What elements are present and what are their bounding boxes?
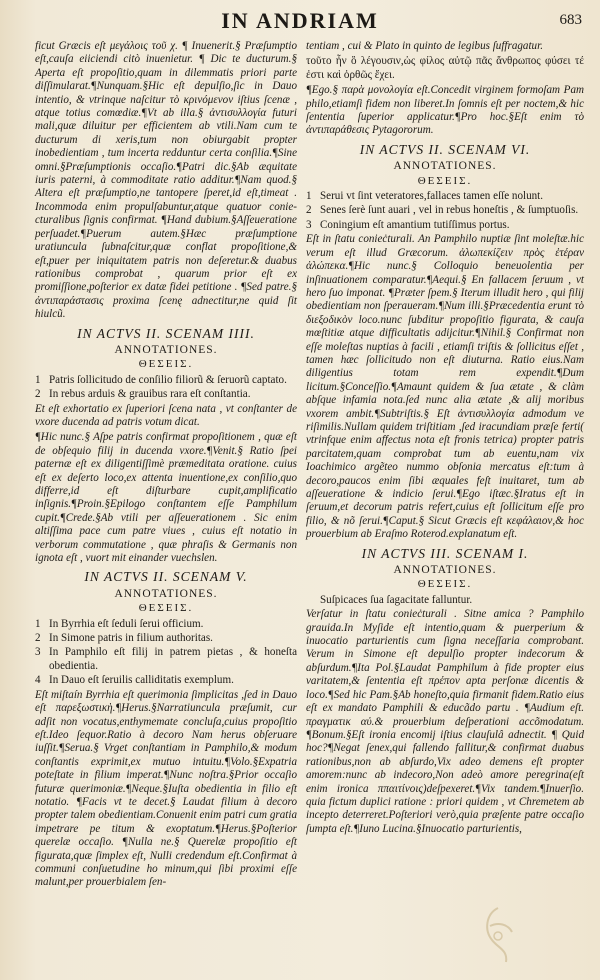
thesis-text: In Dauo eſt ſeruilis calliditatis exemplum.: [49, 674, 234, 687]
commentary-paragraph: Eſt in ſtatu conieċturali. An Pamphilo nuptiæ ſint moleſtæ.hic verum eſt illud Græcorum. ἀλωπεκίζειν πρὸς ἑτέραν ἀλώπεκα.¶Hic nunc.§ Colloquio beneuolentia per inſinuationem comparatur.¶Aequi.§ En fallacem ſeruum , vt hero ſuo imponat. ¶Præter ſpem.§ Iterum illudit hero , qui filij obedientiam non ſperaueraт.¶Num illi.§Præcedentia erunt τὸ διεξοδικὸν loco.nunc ſubditur propoſitio figurata, & cauſa mœſtitiæ atque difficultatis adijcitur.¶Nihil.§ Confirmat non eſſe moleſtas nuptias à facili , etiamſi triſtis & ſollicitus eſſet , tamen hæc ſollicitudo non eſt diuturna. Ratio eius.Nam diligentius totam rem expendit.¶Dum licitum.§Conceſſio.¶Amaunt quidem & ſua ætate , & clàm abſque infamia nota.ſed nunc alia ætate ,& alij moribus vxorem ambit.¶Subtriſtis.§ Eſt ἀντισυλλογία admodum ve riſimilis.Nullam quidem triſtitiam ,ſed iracundiam præſe ferti( vtrinfque enim affectus nota eſt fronis tetrica) propter patris parcitatem,quam comprobat tum ab euentu,nam vix Ioachimico argẽteo nummo obſonia mercatus eſt:tum à decoro,paucos enim ſibi æquales feſt inuitaret, tum ab aſſeueratione & indicio ſerui.¶Ego iſtæc.§Iratus eſt in ſeruum,et decorum patris refert,cuius eſt ſollicitum eſſe pro filio, & nõ ſerui.¶Caput.§ Sicut Græcis eſt κεφάλαιον,& hoc prouerbium ab Eraſmo Roterod.explanatum eſt.: [306, 233, 584, 541]
commentary-paragraph: Et eſt exhortatio ex ſuperiori ſcena nata , vt conſtanter de vxore ducenda ad patris votum dicat.: [35, 402, 297, 428]
thesis-number: 2: [35, 388, 41, 401]
page-number: 683: [559, 12, 582, 28]
thesis-number: 3: [306, 218, 312, 231]
commentary-paragraph: ¶Hic nunc.§ Aſpe patris confirmat propoſitionem , quæ eſt de obſequio filij in ducenda vxore.¶Venit.§ Ratio ſpei paternæ eſt ex diligentiſſimè præmeditata oratione. cuius eſt ex deſerto loco,ex attenta inuentione,ex conſilio,quo differre,id eſt diſturbare cupit,amplificatio inſignis.¶Proin.§Epilogo conſtantem eſſe Pamphilum cupit.¶Crede.§Ab vtili per aſſeuerationem . Sic enim altiſſima pace cum patre viues , cuius eſt notatio in verborum commutatione , quæ phraſis & Germanis non ignota eſt , vuort mit einander vuechslen.: [35, 431, 297, 565]
greek-quotation: τοῦτο ἦν ὃ λέγουσιν,ὡς φίλος αὐτῷ πᾶς ἄνθρωπος φύσει τέ ἐστι καὶ ὀρθῶς ἔχει.: [306, 55, 584, 81]
left-column: [35, 40, 297, 892]
scene-heading: IN ACTVS II. SCENAM VI.: [359, 141, 531, 157]
thesis-item: [35, 374, 297, 387]
thesis-item: [35, 632, 297, 645]
thesis-number: 1: [35, 373, 41, 386]
theses-heading: ΘΕΣΕΙΣ.: [417, 578, 473, 591]
theses-heading: ΘΕΣΕΙΣ.: [138, 602, 194, 615]
annotations-heading: ANNOTATIONES.: [393, 564, 497, 577]
stamp-mark: [468, 900, 528, 970]
thesis-item: [306, 204, 584, 217]
thesis-item: [306, 219, 584, 232]
scene-heading: IN ACTVS II. SCENAM V.: [84, 569, 248, 585]
thesis-number: 1: [306, 190, 312, 203]
thesis-text: In rebus arduis & grauibus rara eſt conſtantia.: [49, 388, 251, 401]
thesis-text: In Byrrhia eſt ſeduli ſerui officium.: [49, 617, 204, 630]
thesis-item: [35, 388, 297, 401]
thesis-text: Suſpicaces ſua ſagacitate falluntur.: [320, 593, 473, 606]
thesis-number: 4: [35, 674, 41, 687]
scene-heading: IN ACTVS II. SCENAM IIII.: [77, 325, 255, 341]
thesis-item: [306, 594, 584, 607]
thesis-item: [35, 618, 297, 631]
page-header: [0, 6, 600, 36]
thesis-text: Patris ſollicitudo de conſilio filiorũ & ſeruorũ captato.: [49, 373, 287, 386]
thesis-text: In Simone patris in filium authoritas.: [49, 632, 213, 645]
thesis-item: [35, 674, 297, 687]
thesis-number: [306, 594, 320, 607]
stamp-mark-icon: [468, 900, 528, 970]
annotations-heading: ANNOTATIONES.: [114, 587, 218, 600]
running-head: IN ANDRIAM: [221, 8, 379, 33]
thesis-text: Senes ſerè ſunt auari , vel in rebus honeſtis , & ſumptuoſis.: [320, 204, 579, 217]
commentary-paragraph: ficut Græcis eſt μεγάλοις τοῦ χ. ¶ Inuenerit.§ Præſumptio eſt,cauſa eiiciendi citò inuenietur. ¶ Dic te ducturum.§ Aperta eſt propoſitio,quam in dilemmatis priori parte diſſimularat.¶Nunquam.§Hic eſt depulſio,ſic in Dauo intentio, & vtrinque naſcitur τὸ κρινόμενον iſtius ſcenæ , atque totius comœdiæ.¶Vt ab illa.§ ἀντισυλλογία futuri mali,quæ diluitur per efficientem ab vtili.Nam cum te ducturum di xeris,tum non obiurgabit propter inobedientiam , tum incerta redduntur certa conſilia.¶Sine omni.§Præſumptionis occaſio.¶Patri dic.§Ab æquitate iuris paterni, à commoditate ratio additur.¶Nam quod.§ Altera eſt præſumptio,ne tantopere ſperet,id eſt,timeat . Incommoda enim propulſabuntur,atque quatuor coniecturalibus ſignis confirmat. ¶Hand dubium.§Aſſeueratione perſuadet.¶Puerum autem.§Hæc præſumptione uratiuncula ſubnaſcitur,quæ conflat propoſitione,& eſt,puer per iniquitatem patris non deſeretur.& duabus rationibus comprobat , quarum prior eſt ex promiſſione,poſterior ex datæ fidei petitione . ¶Sed patre.§ ἀντιπαράστασις proxima ſcenę adnectitur,ne quid ſit hiulcũ.: [35, 40, 297, 321]
thesis-number: 3: [35, 646, 41, 659]
thesis-item: [306, 190, 584, 203]
commentary-paragraph: Verſatur in ſtatu conieċturali . Sitne amica ? Pamphilo grauida.In Myſide eſt intentio,quam & puerperium & inuocatio parturientis cum ſigna neceſſaria comprobant. Verum in Simone eſt depulſio propter indecorum & abſurdum.¶Ita Pol.§Laudat Pamphilum à fide propter eius varitatem,& ſententia eſt πρέπον apta perſonæ dicentis & loco.¶Sed hic Pam.§Ab honeſto,quia firmanit fidem.Ratio eius eſt ex mandato Pamphili & educãdo partu . ¶Audium eſt. πραγματικ αὐ.& prouerbium deſperationi accõmodatum. ¶Bonum.§Eſt ironia encomij iſtius clauſulâ adnectit. ¶ Quid hoc?¶Negat ſenex,qui fallendo fallitur,& confirmat duabus rationibus,non ab abſurdo,Vix adeo demens eſt propter amorem:nunc ab indecoro,Non adeò amore peregrina(eſt enim ironica ππαιτίνοις)deſpexeret.¶Vix tandem.¶Inuerſio. quia fictum duplici ratione : priori quidem , vt Chremetem ab incepto deterreret.Poſteriori verò,quia præſente patre occaſio ſumpta eſt.¶Iuno Lucina.§Inuocatio parturientis,: [306, 608, 584, 835]
thesis-text: Serui vt ſint veteratores,fallaces tamen eſſe nolunt.: [320, 190, 544, 203]
annotations-heading: ANNOTATIONES.: [114, 343, 218, 356]
right-column: [306, 40, 584, 838]
thesis-text: Coningium eſt amantium tutiſſimus portus.: [320, 218, 510, 231]
thesis-number: 1: [35, 617, 41, 630]
commentary-paragraph: ¶Ego.§ παρὰ μονολογία eſt.Concedit virginem formoſam Pam philo,etiamſi fidem non liberet.In ſomnis eſt per noctem,& hic ſententia ſuperior applicatur.¶Pro hoc.§Eſt enim τὸ ἀντιπαράθεσις Pytagororum.: [306, 84, 584, 137]
theses-heading: ΘΕΣΕΙΣ.: [138, 358, 194, 371]
scene-heading: IN ACTVS III. SCENAM I.: [361, 545, 529, 561]
annotations-heading: ANNOTATIONES.: [393, 160, 497, 173]
thesis-number: 2: [35, 632, 41, 645]
thesis-number: 2: [306, 204, 312, 217]
thesis-item: [35, 646, 297, 673]
thesis-text: In Pamphilo eſt filij in patrem pietas , & honeſta obedientia.: [49, 646, 297, 672]
theses-heading: ΘΕΣΕΙΣ.: [417, 174, 473, 187]
commentary-paragraph: Eſt miſtaín Byrrhia eſt querimonia ſimplicitas ,ſed in Dauo eſt παρεξωστικὴ.¶Herus.§Narratiuncula præſumit, cur adſit non vocatus,enthymemate concluſa,cuius propoſitio eſt.Ideo ſequor.Ratio à decoro Nam herus obſeruare iuſſit.¶Serua.§ Vrget conſtantiam in Pamphilo,& modum conſtantis exprimit,ex mutuo intuitu.¶Volo.§Expatria poteſtate in filium imperat.¶Nunc noſtra.§Prior occaſio futuræ querimoniæ.¶Neque.§Iuſta obedientia in filio eſt notatio. ¶Facis vt te decet.§ Laudat filium à decoro propter talem obedientiam.Conuenit enim patri cum gratia impetrare pe titum & exoptatum.¶Herus.§Poſterior querelæ occaſio. ¶Nulla ne.§ Querelæ propoſitio eſt figurata,quæ ſimplex eſt, Nulli credendum eſt.Confirmat à communi conſuetudine ho minum,qui ſibi proximi eſſe malunt,per prouerbialem ſen-: [35, 688, 297, 889]
commentary-paragraph: tentiam , cui & Plato in quinto de legibus ſuffragatur.: [306, 40, 543, 52]
